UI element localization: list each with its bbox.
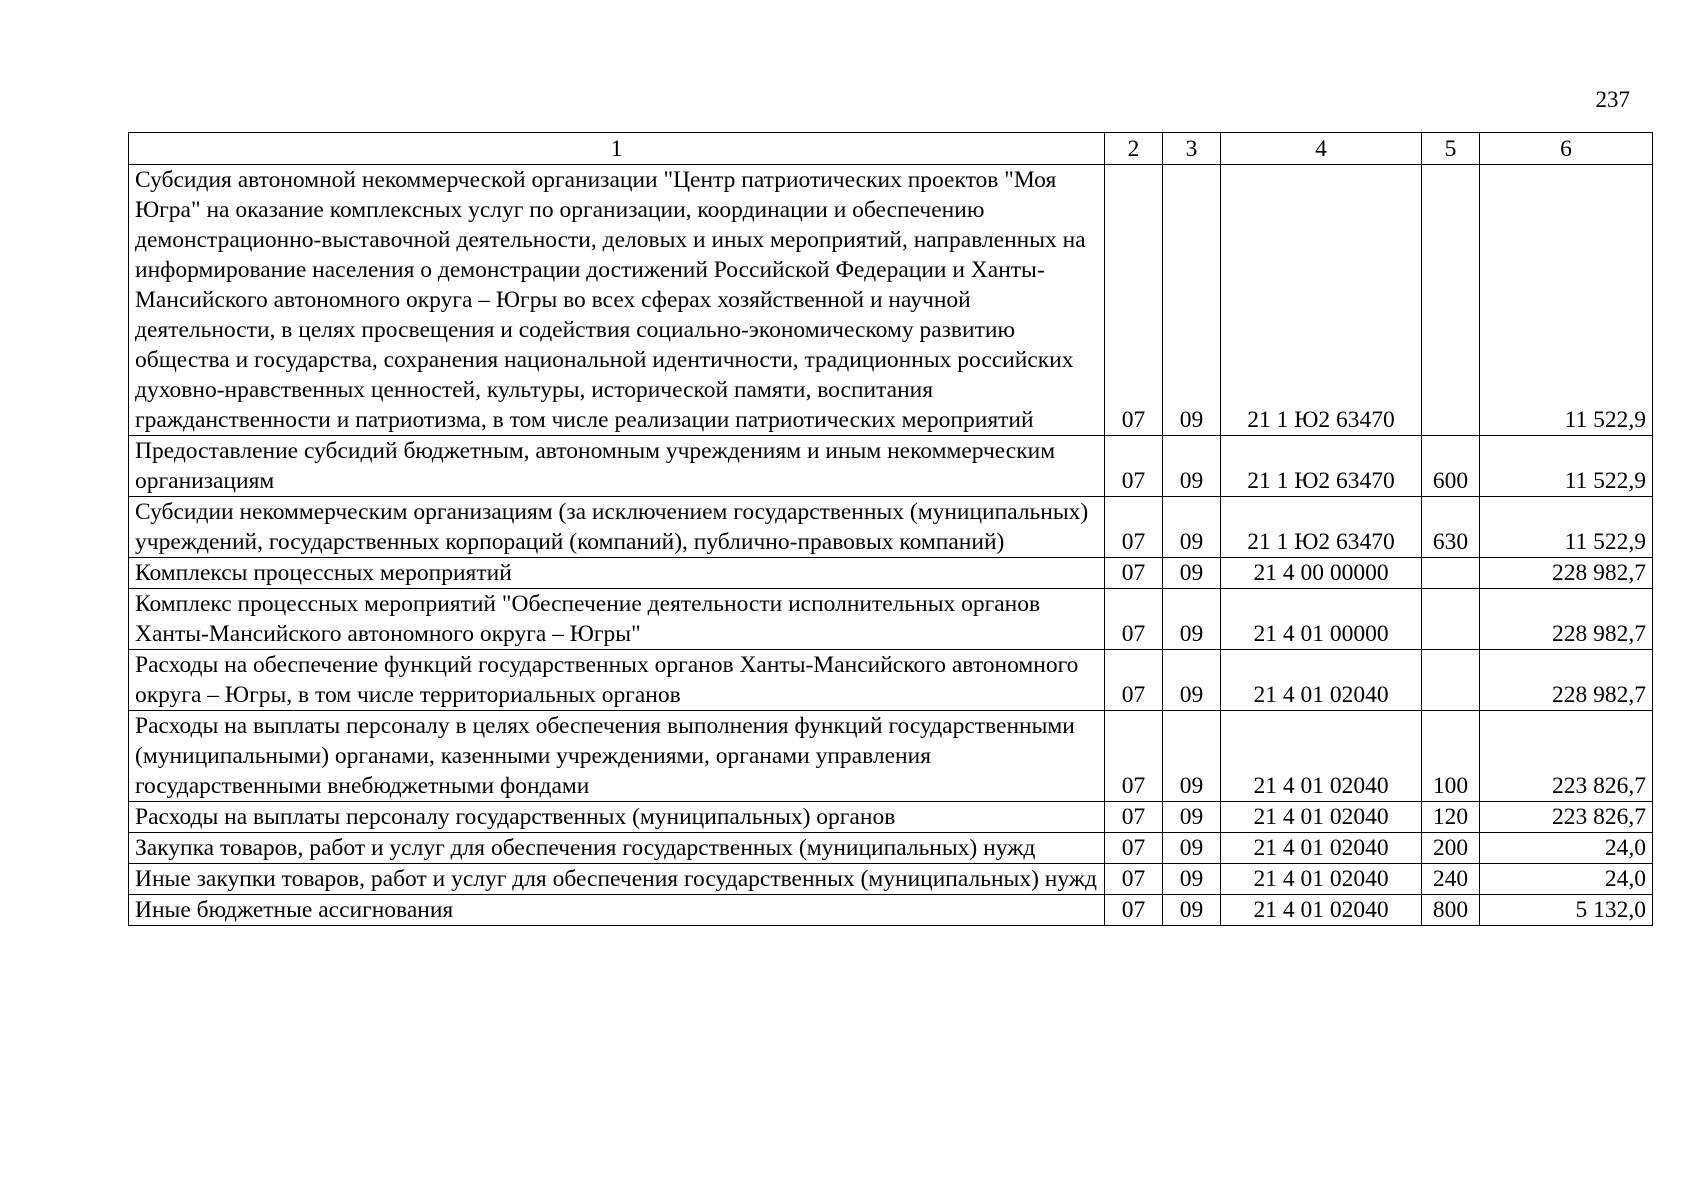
- row-name: Иные закупки товаров, работ и услуг для обеспечения государственных (муниципальных) нужд: [129, 864, 1105, 895]
- row-name: Субсидия автономной некоммерческой организации "Центр патриотических проектов "Моя Югра" на оказание комплексных услуг по организации, координации и обеспечению демонстрационно-выставочной деятельности, деловых и иных мероприятий, направленных на информирование населения о демонстрации достижений Российской Федерации и Ханты-Мансийского автономного округа – Югры во всех сферах хозяйственной и научной деятельности, в целях просвещения и содействия социально-экономическому развитию общества и государства, сохранения национальной идентичности, традиционных российских духовно-нравственных ценностей, культуры, исторической памяти, воспитания гражданственности и патриотизма, в том числе реализации патриотических мероприятий: [129, 165, 1105, 436]
- header-cell: 3: [1163, 133, 1221, 165]
- row-subsection: 09: [1163, 895, 1221, 926]
- row-amount: 228 982,7: [1480, 589, 1653, 650]
- row-amount: 11 522,9: [1480, 165, 1653, 436]
- header-cell: 2: [1105, 133, 1163, 165]
- table-row: [129, 711, 1653, 802]
- row-target-article: 21 1 Ю2 63470: [1221, 436, 1422, 497]
- row-expense-type: 120: [1422, 802, 1480, 833]
- row-subsection: 09: [1163, 589, 1221, 650]
- row-target-article: 21 4 01 00000: [1221, 589, 1422, 650]
- row-subsection: 09: [1163, 833, 1221, 864]
- row-target-article: 21 4 01 02040: [1221, 802, 1422, 833]
- row-name: Расходы на выплаты персоналу в целях обеспечения выполнения функций государственными (муниципальными) органами, казенными учреждениями, органами управления государственными внебюджетными фондами: [129, 711, 1105, 802]
- row-section: 07: [1105, 802, 1163, 833]
- row-name: Комплекс процессных мероприятий "Обеспечение деятельности исполнительных органов Ханты-Мансийского автономного округа – Югры": [129, 589, 1105, 650]
- row-section: 07: [1105, 833, 1163, 864]
- row-target-article: 21 4 01 02040: [1221, 833, 1422, 864]
- header-row: [129, 133, 1653, 165]
- row-amount: 5 132,0: [1480, 895, 1653, 926]
- row-amount: 11 522,9: [1480, 436, 1653, 497]
- row-amount: 24,0: [1480, 833, 1653, 864]
- row-amount: 228 982,7: [1480, 650, 1653, 711]
- row-section: 07: [1105, 436, 1163, 497]
- table-row: [129, 895, 1653, 926]
- row-name: Закупка товаров, работ и услуг для обеспечения государственных (муниципальных) нужд: [129, 833, 1105, 864]
- row-expense-type: 600: [1422, 436, 1480, 497]
- row-section: 07: [1105, 497, 1163, 558]
- row-section: 07: [1105, 864, 1163, 895]
- table-row: [129, 589, 1653, 650]
- table-row: [129, 650, 1653, 711]
- page-number: 237: [1595, 87, 1630, 112]
- row-subsection: 09: [1163, 497, 1221, 558]
- row-section: 07: [1105, 589, 1163, 650]
- row-expense-type: 100: [1422, 711, 1480, 802]
- table-row: [129, 864, 1653, 895]
- row-name: Расходы на обеспечение функций государственных органов Ханты-Мансийского автономного округа – Югры, в том числе территориальных органов: [129, 650, 1105, 711]
- row-subsection: 09: [1163, 802, 1221, 833]
- row-expense-type: 630: [1422, 497, 1480, 558]
- row-expense-type: [1422, 650, 1480, 711]
- row-amount: 24,0: [1480, 864, 1653, 895]
- row-expense-type: [1422, 558, 1480, 589]
- row-expense-type: 800: [1422, 895, 1480, 926]
- row-amount: 228 982,7: [1480, 558, 1653, 589]
- row-section: 07: [1105, 711, 1163, 802]
- row-name: Комплексы процессных мероприятий: [129, 558, 1105, 589]
- row-target-article: 21 4 01 02040: [1221, 650, 1422, 711]
- row-amount: 223 826,7: [1480, 802, 1653, 833]
- row-section: 07: [1105, 165, 1163, 436]
- row-name: Предоставление субсидий бюджетным, автономным учреждениям и иным некоммерческим организациям: [129, 436, 1105, 497]
- row-subsection: 09: [1163, 436, 1221, 497]
- budget-table: [128, 132, 1653, 926]
- row-target-article: 21 4 01 02040: [1221, 711, 1422, 802]
- row-target-article: 21 1 Ю2 63470: [1221, 497, 1422, 558]
- row-subsection: 09: [1163, 558, 1221, 589]
- row-section: 07: [1105, 558, 1163, 589]
- row-expense-type: 240: [1422, 864, 1480, 895]
- header-cell: 4: [1221, 133, 1422, 165]
- row-amount: 11 522,9: [1480, 497, 1653, 558]
- row-target-article: 21 4 00 00000: [1221, 558, 1422, 589]
- row-expense-type: [1422, 165, 1480, 436]
- table-row: [129, 802, 1653, 833]
- header-cell: 1: [129, 133, 1105, 165]
- header-cell: 5: [1422, 133, 1480, 165]
- row-name: Субсидии некоммерческим организациям (за исключением государственных (муниципальных) учреждений, государственных корпораций (компаний), публично-правовых компаний): [129, 497, 1105, 558]
- table-row: [129, 833, 1653, 864]
- row-target-article: 21 4 01 02040: [1221, 864, 1422, 895]
- row-name: Иные бюджетные ассигнования: [129, 895, 1105, 926]
- row-subsection: 09: [1163, 864, 1221, 895]
- table-row: [129, 165, 1653, 436]
- row-name: Расходы на выплаты персоналу государственных (муниципальных) органов: [129, 802, 1105, 833]
- row-subsection: 09: [1163, 711, 1221, 802]
- table-row: [129, 436, 1653, 497]
- row-expense-type: 200: [1422, 833, 1480, 864]
- row-subsection: 09: [1163, 165, 1221, 436]
- row-target-article: 21 1 Ю2 63470: [1221, 165, 1422, 436]
- row-target-article: 21 4 01 02040: [1221, 895, 1422, 926]
- row-expense-type: [1422, 589, 1480, 650]
- row-section: 07: [1105, 650, 1163, 711]
- row-amount: 223 826,7: [1480, 711, 1653, 802]
- row-section: 07: [1105, 895, 1163, 926]
- header-cell: 6: [1480, 133, 1653, 165]
- table-row: [129, 558, 1653, 589]
- row-subsection: 09: [1163, 650, 1221, 711]
- table-row: [129, 497, 1653, 558]
